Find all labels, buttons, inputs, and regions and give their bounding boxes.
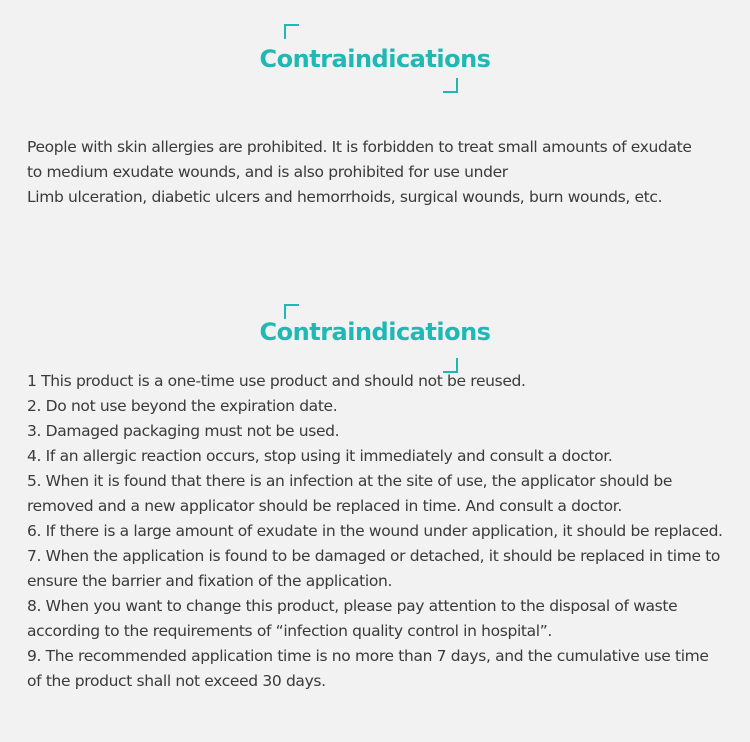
list-item: 9. The recommended application time is no more than 7 days, and the cumulative use time of the product shall not exceed 30 days. (27, 647, 709, 690)
list-item: 6. If there is a large amount of exudate in the wound under application, it should be replaced. (27, 522, 723, 540)
list-item: 4. If an allergic reaction occurs, stop using it immediately and consult a doctor. (27, 447, 613, 465)
title-bracket-top-left (284, 24, 299, 39)
paragraph-line: People with skin allergies are prohibited. It is forbidden to treat small amounts of exudate (27, 138, 692, 156)
list-item: 8. When you want to change this product, please pay attention to the disposal of waste according to the requirements of “infection quality control in hospital”. (27, 597, 678, 640)
paragraph-line: to medium exudate wounds, and is also prohibited for use under (27, 163, 508, 181)
title-bracket-bottom-right (443, 78, 458, 93)
section-1-title: Contraindications (259, 45, 491, 73)
list-item: 2. Do not use beyond the expiration date. (27, 397, 338, 415)
section-2-title: Contraindications (259, 318, 491, 346)
list-item: 1 This product is a one-time use product and should not be reused. (27, 372, 526, 390)
section-1-paragraph (27, 135, 727, 210)
list-item: 3. Damaged packaging must not be used. (27, 422, 340, 440)
paragraph-line: Limb ulceration, diabetic ulcers and hemorrhoids, surgical wounds, burn wounds, etc. (27, 188, 663, 206)
list-item: 5. When it is found that there is an infection at the site of use, the applicator should be removed and a new applicator should be replaced in time. And consult a doctor. (27, 472, 673, 515)
contraindications-list (27, 369, 727, 694)
list-item: 7. When the application is found to be damaged or detached, it should be replaced in time to ensure the barrier and fixation of the application. (27, 547, 721, 590)
